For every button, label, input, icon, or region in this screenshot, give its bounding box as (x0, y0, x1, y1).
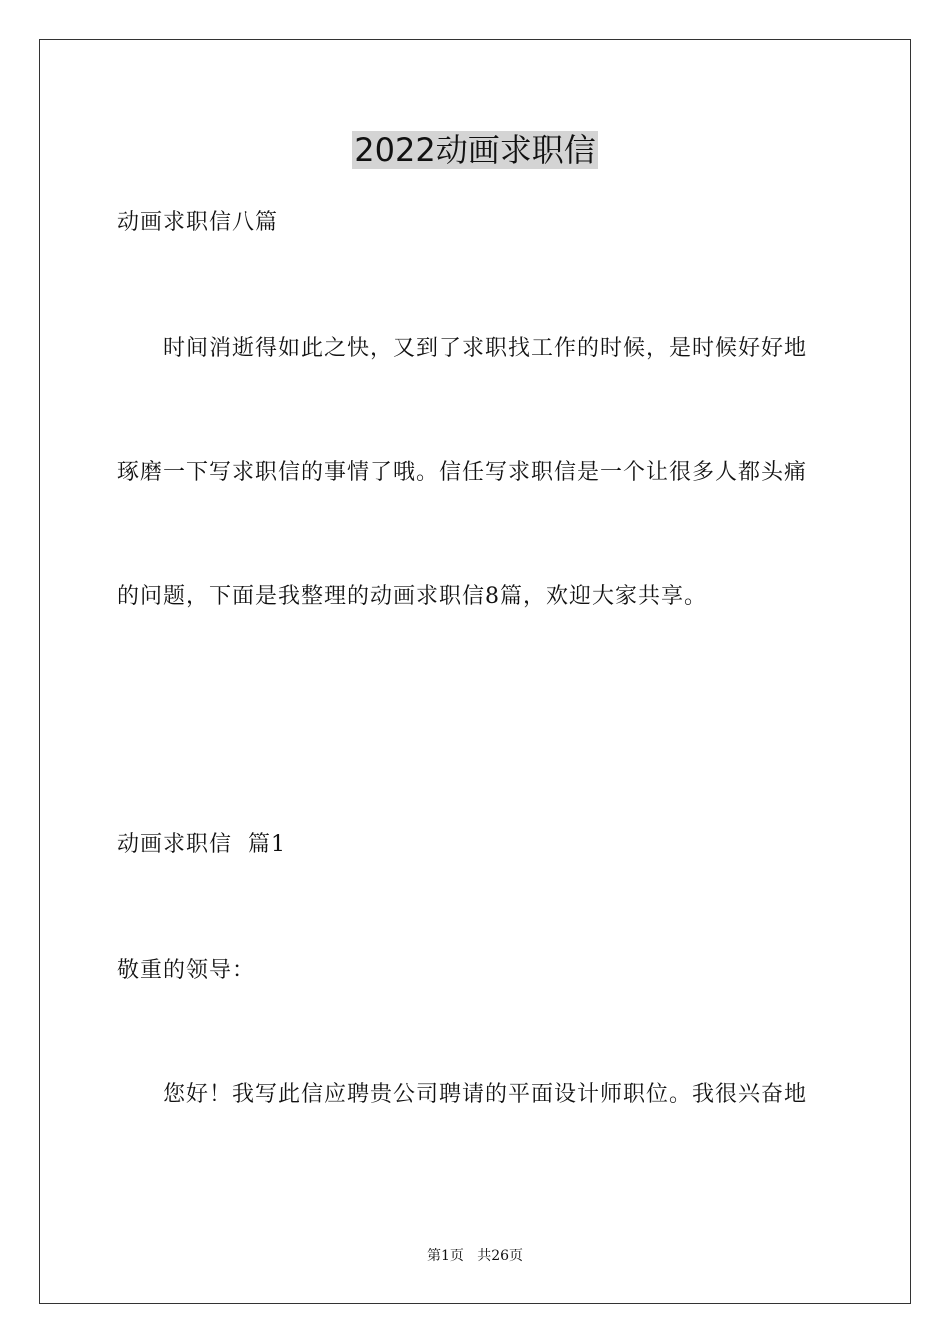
intro-paragraph-line-1: 时间消逝得如此之快，又到了求职找工作的时候，是时候好好地 (163, 336, 808, 361)
document-subtitle: 动画求职信八篇 (117, 210, 279, 235)
section-heading: 动画求职信 篇1 (117, 832, 286, 857)
page-number-footer: 第1页 共26页 (426, 1248, 524, 1264)
document-title-text: 2022动画求职信 (354, 131, 596, 169)
document-title (0, 128, 950, 172)
salutation: 敬重的领导： (117, 958, 256, 983)
intro-paragraph-line-3: 的问题，下面是我整理的动画求职信8篇，欢迎大家共享。 (117, 584, 707, 609)
intro-paragraph-line-2: 琢磨一下写求职信的事情了哦。信任写求职信是一个让很多人都头痛 (117, 460, 808, 485)
body-paragraph-line-1: 您好！我写此信应聘贵公司聘请的平面设计师职位。我很兴奋地 (163, 1082, 808, 1107)
